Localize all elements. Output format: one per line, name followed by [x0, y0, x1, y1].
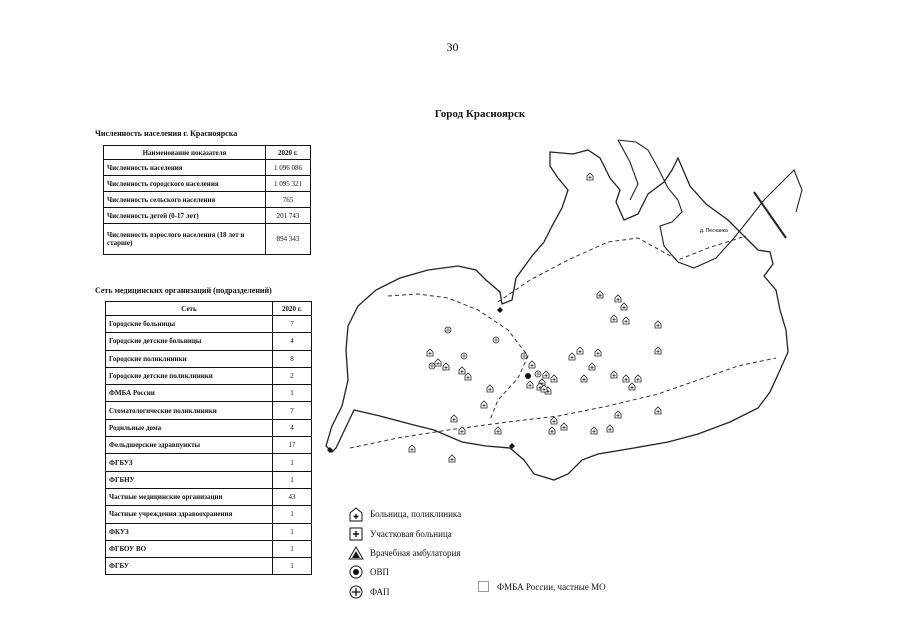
map-marker-hospital-icon	[655, 347, 661, 354]
row-value: 2	[273, 367, 312, 384]
legend-label: Участковая больница	[370, 529, 452, 539]
row-name: ФГБНУ	[106, 471, 273, 488]
population-caption: Численность населения г. Красноярска	[95, 129, 238, 138]
map-marker-hospital-icon	[655, 407, 661, 414]
table-row	[106, 316, 312, 333]
map-marker-hospital-icon	[595, 349, 601, 356]
map-marker-fap-icon	[521, 353, 527, 359]
row-name: Городские детские поликлиники	[106, 367, 273, 384]
map-marker-fap-icon	[535, 371, 541, 377]
row-value: 43	[273, 488, 312, 505]
table-row	[106, 385, 312, 402]
row-value: 7	[273, 402, 312, 419]
map-marker-hospital-icon	[529, 361, 535, 368]
row-value: 7	[273, 316, 312, 333]
fmba-icon	[478, 581, 489, 592]
table-row	[106, 540, 312, 557]
map-marker-hospital-icon	[443, 363, 449, 370]
table-row	[104, 176, 311, 192]
map-marker-hospital-icon	[543, 371, 549, 378]
table-row	[106, 523, 312, 540]
map-marker-hospital-icon	[635, 375, 641, 382]
row-value: 201 743	[266, 208, 311, 224]
row-name: ФМБА России	[106, 385, 273, 402]
map-marker-hospital-icon	[615, 295, 621, 302]
map-marker-hospital-icon	[615, 411, 621, 418]
network-table	[105, 301, 312, 575]
table-row	[106, 367, 312, 384]
row-name: Частные медицинские организации	[106, 488, 273, 505]
map-marker-hospital-icon	[435, 359, 441, 366]
table-row	[106, 506, 312, 523]
legend-label: Больница, поликлиника	[370, 509, 462, 519]
city-map	[318, 130, 808, 500]
table-row	[106, 454, 312, 471]
row-name: ФГБУ	[106, 558, 273, 575]
row-value: 765	[266, 192, 311, 208]
row-name: ФГБОУ ВО	[106, 540, 273, 557]
map-marker-hospital-icon	[409, 445, 415, 452]
map-marker-hospital-icon	[551, 417, 557, 424]
district-boundary	[498, 236, 746, 302]
map-marker-hospital-icon	[551, 375, 557, 382]
map-marker-hospital-icon	[623, 317, 629, 324]
district-boundary	[388, 294, 528, 420]
map-marker-hospital-icon	[591, 427, 597, 434]
row-value: 1	[273, 540, 312, 557]
map-marker-fap-icon	[445, 327, 451, 333]
map-marker-hospital-icon	[629, 383, 635, 390]
map-marker-hospital-icon	[611, 315, 617, 322]
map-marker-hospital-icon	[607, 425, 613, 432]
legend-item-ovp	[348, 563, 389, 581]
map-marker-hospital-icon	[481, 401, 487, 408]
row-value: 1	[273, 454, 312, 471]
row-name: Численность сельского населения	[104, 192, 266, 208]
map-marker-hospital-icon	[611, 371, 617, 378]
row-value: 4	[273, 333, 312, 350]
row-value: 1	[273, 523, 312, 540]
row-value: 1	[273, 558, 312, 575]
map-marker-hospital-icon	[581, 375, 587, 382]
district-hospital-icon	[348, 526, 364, 542]
row-name: Численность детей (0-17 лет)	[104, 208, 266, 224]
row-value: 1 095 321	[266, 176, 311, 192]
map-marker-hospital-icon	[449, 455, 455, 462]
ambulatory-icon	[348, 545, 364, 561]
legend-item-district-hospital	[348, 525, 452, 543]
column-header-year: 2020 г.	[273, 302, 312, 316]
legend-item-ambulatory	[348, 544, 461, 562]
map-marker-hospital-icon	[459, 367, 465, 374]
legend-label: ОВП	[370, 567, 390, 577]
district-boundary	[350, 358, 776, 448]
table-row	[104, 192, 311, 208]
map-marker-fap-icon	[461, 353, 467, 359]
column-header-indicator: Наименование показателя	[104, 146, 266, 160]
river	[618, 140, 638, 200]
column-header-network: Сеть	[106, 302, 273, 316]
population-table	[103, 145, 311, 255]
table-row	[104, 224, 311, 255]
legend-label: ФАП	[370, 587, 390, 597]
map-marker-hospital-icon	[495, 427, 501, 434]
map-marker-fap-icon	[429, 363, 435, 369]
map-marker-hospital-icon	[527, 381, 533, 388]
table-row	[106, 333, 312, 350]
map-marker-hospital-icon	[427, 349, 433, 356]
row-value: 1	[273, 506, 312, 523]
map-marker-fap-icon	[493, 337, 499, 343]
legend-label: Врачебная амбулатория	[370, 548, 461, 558]
table-header-row	[106, 302, 312, 316]
map-marker-hospital-icon	[451, 415, 457, 422]
city-boundary	[326, 150, 788, 480]
map-marker-diamond-icon	[497, 307, 503, 313]
row-name: Численность взрослого населения (18 лет и старше)	[104, 224, 266, 255]
table-row	[104, 160, 311, 176]
row-name: Городские поликлиники	[106, 350, 273, 367]
ovp-icon	[348, 564, 364, 580]
row-name: Фельдшерские здравпункты	[106, 437, 273, 454]
map-marker-hospital-icon	[655, 321, 661, 328]
map-marker-hospital-icon	[623, 375, 629, 382]
row-value: 8	[273, 350, 312, 367]
row-value: 17	[273, 437, 312, 454]
row-value: 1	[273, 385, 312, 402]
row-name: Городские детские больницы	[106, 333, 273, 350]
map-markers	[327, 173, 661, 462]
map-marker-hospital-icon	[587, 173, 593, 180]
road	[754, 192, 786, 238]
table-row	[106, 350, 312, 367]
map-marker-hospital-icon	[487, 385, 493, 392]
map-marker-hospital-icon	[589, 363, 595, 370]
row-name: Численность городского населения	[104, 176, 266, 192]
map-marker-ovp-icon	[525, 373, 531, 379]
row-name: Частные учреждения здравоохранения	[106, 506, 273, 523]
row-value: 1 096 086	[266, 160, 311, 176]
legend-item-fap	[348, 583, 390, 601]
row-name: Стоматологические поликлиники	[106, 402, 273, 419]
legend-item-hospital	[348, 505, 461, 523]
row-name: Численность населения	[104, 160, 266, 176]
table-row	[106, 419, 312, 436]
map-marker-hospital-icon	[465, 373, 471, 380]
map-marker-hospital-icon	[621, 303, 627, 310]
map-marker-hospital-icon	[577, 347, 583, 354]
column-header-year: 2020 г.	[266, 146, 311, 160]
table-row	[106, 437, 312, 454]
row-name: Родильные дома	[106, 419, 273, 436]
fap-icon	[348, 584, 364, 600]
table-row	[106, 471, 312, 488]
legend-label: ФМБА России, частные МО	[497, 581, 606, 592]
river	[618, 140, 802, 268]
table-row	[104, 208, 311, 224]
map-marker-hospital-icon	[569, 353, 575, 360]
row-name: Городские больницы	[106, 316, 273, 333]
network-caption: Сеть медицинских организаций (подразделений)	[95, 286, 272, 295]
table-row	[106, 488, 312, 505]
city-title: Город Красноярск	[434, 108, 526, 120]
table-header-row	[104, 146, 311, 160]
row-name: ФКУЗ	[106, 523, 273, 540]
row-value: 1	[273, 471, 312, 488]
map-marker-hospital-icon	[597, 291, 603, 298]
page-number: 30	[446, 40, 459, 54]
map-marker-hospital-icon	[561, 423, 567, 430]
map-marker-hospital-icon	[549, 427, 555, 434]
hospital-icon	[348, 506, 364, 522]
row-value: 4	[273, 419, 312, 436]
legend-item-fmba	[478, 581, 606, 592]
row-name: ФГБУЗ	[106, 454, 273, 471]
row-value: 894 343	[266, 224, 311, 255]
table-row	[106, 558, 312, 575]
map-place-label: д. Песчанка	[700, 228, 728, 234]
table-row	[106, 402, 312, 419]
